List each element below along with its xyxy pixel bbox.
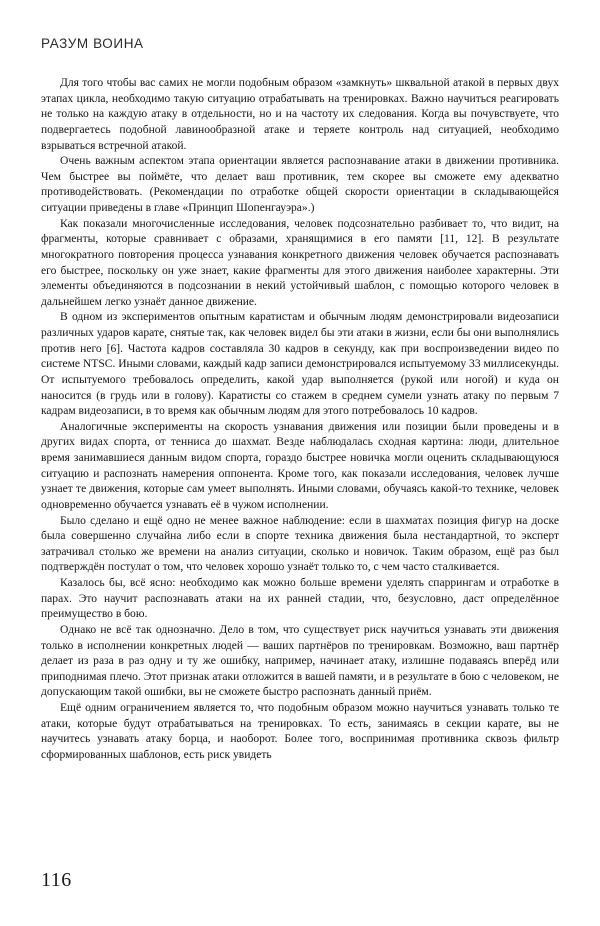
paragraph: Было сделано и ещё одно не менее важное наблюдение: если в шахматах позиция фигур на доске была совершенно случайна либо если в спорте техника движения была нестандартной, то эксперт затрачивал столько же времени на анализ ситуации, сколько и новичок. Таким образом, ещё раз был подтверждён постулат о том, что человек хорошо узнаёт только то, с чем часто сталкивается. — [41, 514, 559, 574]
paragraph: В одном из экспериментов опытным каратистам и обычным людям демонстрировали видеозаписи различных ударов карате, снятые так, как человек видел бы эти атаки в жизни, если бы они выполнялись против него [6]. Частота кадров составляла 30 кадров в секунду, как при воспроизведении видео по системе NTSC. Иными словами, каждый кадр записи демонстрировался испытуемому 33 миллисекунды. От испытуемого требовалось определить, какой удар выполняется (рукой или ногой) и куда он наносится (в грудь или в голову). Каратисты со стажем в среднем сумели узнать атаку по первым 7 кадрам видеозаписи, в то время как обычным людям для этого потребовалось 10 кадров. — [41, 311, 559, 418]
running-head: РАЗУМ ВОИНА — [41, 36, 144, 51]
page-number: 116 — [41, 869, 72, 891]
paragraph: Как показали многочисленные исследования, человек подсознательно разбивает то, что видит, на фрагменты, которые сравнивает с образами, хранящимися в его памяти [11, 12]. В результате многократного повторения процесса узнавания конкретного движения человек обучается распознавать его быстрее, поскольку он уже знает, какие фрагменты для этого движения наиболее характерны. Эти элементы объединяются в подсознании в некий устойчивый шаблон, с помощью которого человек в дальнейшем легко узнаёт данное движение. — [41, 217, 559, 308]
paragraph: Очень важным аспектом этапа ориентации является распознавание атаки в движении противника. Чем быстрее вы поймёте, что делает ваш противник, тем скорее вы сможете ему адекватно противодействовать. (Рекомендации по отработке общей скорости ориентации в складывающейся ситуации приведены в главе «Принцип Шопенгауэра».) — [41, 155, 559, 214]
paragraph: Аналогичные эксперименты на скорость узнавания движения или позиции были проведены и в других видах спорта, от тенниса до шахмат. Везде наблюдалась сходная картина: люди, длительное время занимавшиеся данным видом спорта, гораздо быстрее новичка могли оценить складывающуюся ситуацию и распознать намерения оппонента. Кроме того, как показали исследования, человек лучше узнает те движения, которые сам умеет выполнять. Иными словами, обучаясь какой-то технике, человек одновременно обучается узнавать её в чужом исполнении. — [41, 420, 559, 511]
paragraph: Ещё одним ограничением является то, что подобным образом можно научиться узнавать только те атаки, которые будут отрабатываться на тренировках. То есть, занимаясь в секции карате, вы не научитесь узнавать атаку борца, и наоборот. Более того, воспринимая противника сквозь фильтр сформированных шаблонов, есть риск увидеть — [41, 702, 559, 761]
paragraph: Казалось бы, всё ясно: необходимо как можно больше времени уделять спаррингам и отработке в парах. Это научит распознавать атаки на их ранней стадии, что, безусловно, даст определённое преимущество в бою. — [41, 577, 559, 621]
body-text-block — [41, 76, 559, 764]
paragraph: Однако не всё так однозначно. Дело в том, что существует риск научиться узнавать эти движения только в исполнении конкретных людей — ваших партнёров по тренировкам. Возможно, ваш партнёр делает из раза в раз одну и ту же ошибку, например, начинает атаку, излишне подаваясь вперёд или приподнимая плечо. Этот признак атаки отложится в вашей памяти, и в результате в бою с человеком, не допускающим такой ошибки, вы не сможете быстро распознать данный приём. — [41, 623, 559, 699]
paragraph: Для того чтобы вас самих не могли подобным образом «замкнуть» шквальной атакой в первых двух этапах цикла, необходимо такую ситуацию отрабатывать на тренировках. Важно научиться реагировать не только на каждую атаку в отдельности, но и на частоту их следования. Когда вы почувствуете, что подвергаетесь подобной лавинообразной атаке и теряете контроль над ситуацией, необходимо взрываться встречной атакой. — [41, 77, 559, 152]
